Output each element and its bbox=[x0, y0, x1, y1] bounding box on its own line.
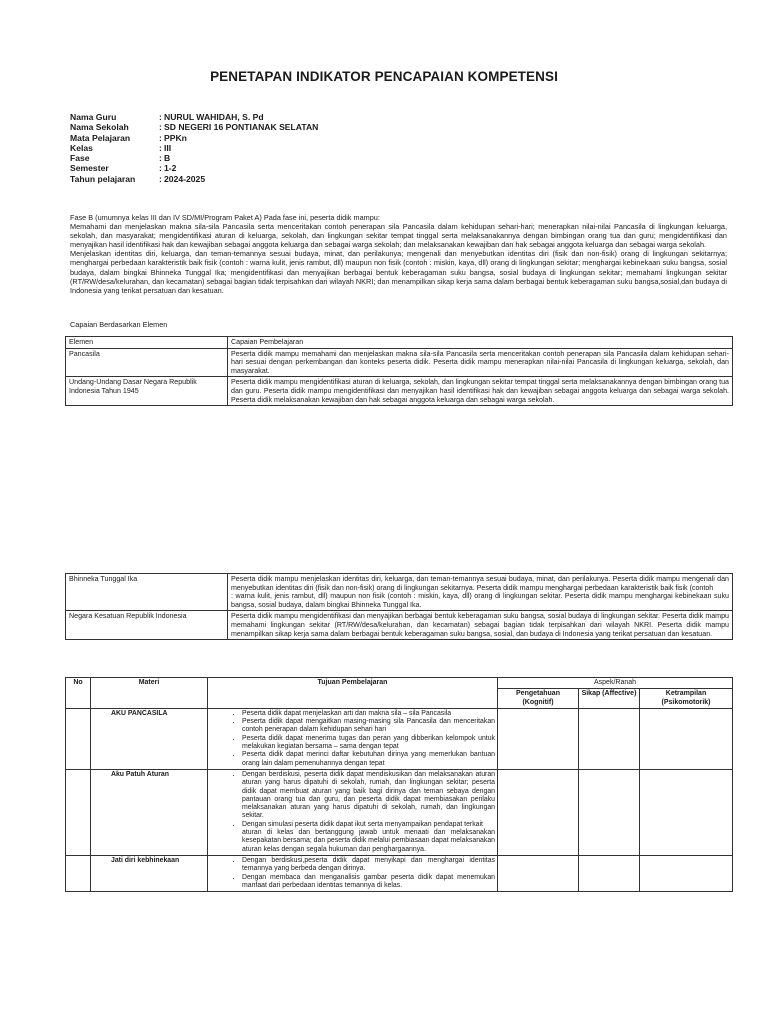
page-title: PENETAPAN INDIKATOR PENCAPAIAN KOMPETENSI bbox=[210, 69, 558, 84]
no-cell bbox=[66, 708, 91, 769]
list-item: • Dengan membaca dan menganalisis gambar peserta didik dapat menemukan manfaat dari perbedaan identitas temannya di kelas. bbox=[242, 874, 495, 891]
list-item: • Peserta didik dapat menerima tugas dan peran yang dibberikan kelompok untuk melakukan kegiatan bersama – sama dengan tepat bbox=[242, 735, 495, 752]
info-row: Nama Guru : NURUL WAHIDAH, S. Pd bbox=[70, 112, 264, 122]
list-item: • Peserta didik dapat mengaitkan masing-masing sila Pancasila dan menceritakan contoh penerapan dalam kehidupan sehari hari bbox=[242, 718, 495, 735]
tujuan-cell bbox=[208, 708, 498, 769]
elemen-cell: Negara Kesatuan Republik Indonesia bbox=[66, 611, 228, 640]
info-label: Nama Sekolah bbox=[70, 122, 129, 133]
materi-cell: Aku Patuh Aturan bbox=[91, 769, 208, 855]
info-label: Semester bbox=[70, 163, 109, 174]
info-row: Nama Sekolah : SD NEGERI 16 PONTIANAK SELATAN bbox=[70, 122, 319, 133]
header-capaian: Capaian Pembelajaran bbox=[228, 337, 733, 349]
info-label: Fase bbox=[70, 153, 90, 164]
sikap-cell bbox=[579, 855, 640, 891]
header-elemen: Elemen bbox=[66, 337, 228, 349]
header-no: No bbox=[66, 678, 91, 709]
capaian-text: Peserta didik mampu menjelaskan identitas diri, keluarga, dan teman-temannya sesuai budaya, minat, dan perilakunya. Peserta didik mampu mengenali dan menyebutkan identitas diri (fisik dan non-fisik) orang di lingkungan sekitarnya. Peserta didik mampu menghargai perbedaan karakteristik baik fisik (contoh bbox=[231, 575, 729, 592]
info-label: Nama Guru bbox=[70, 112, 117, 122]
capaian-table bbox=[65, 336, 733, 406]
tujuan-list bbox=[210, 857, 495, 890]
info-row: Mata Pelajaran : PPKn bbox=[70, 132, 187, 143]
elemen-cell: Undang-Undang Dasar Negara Republik Indonesia Tahun 1945 bbox=[66, 377, 228, 406]
capaian-cell bbox=[228, 574, 733, 611]
capaian-cell: Peserta didik mampu memahami dan menjelaskan makna sila-sila Pancasila serta menceritakan contoh penerapan sila Pancasila dalam kehidupan sehari-hari sesuai dengan perkembangan dan konteks peserta didik. Peserta didik mampu menerapkan nilai-nilai Pancasila di lingkungan keluarga, sekolah, dan masyarakat. bbox=[228, 348, 733, 377]
intro-paragraph: Menjelaskan identitas diri, keluarga, dan teman-temannya sesuai budaya, minat, dan perilakunya; mengenali dan menyebutkan identitas diri (fisik dan non-fisik) orang di lingkungan sekitarnya; menghargai perbedaan karakteristik baik fisik (contoh : warna kulit, jenis rambut, dll) maupun non fisik (contoh : miskin, kaya, dll) orang di lingkungan sekitar; menghargai kebinekaan suku bangsa, sosial budaya, dalam bingkai Bhinneka Tunggal Ika; mengidentifikasi dan menyajikan berbagai bentuk keberagaman suku bangsa, sosial budaya di lingkungan sekitar; memahami lingkungan sekitar (RT/RW/desa/kelurahan, dan kecamatan) sebagai bagian tidak terpisahkan dari wilayah NKRI; dan menampilkan sikap kerja sama dalam berbagai bentuk keberagaman suku bangsa,sosial,dan budaya di Indonesia yang terikat persatuan dan kesatuan. bbox=[70, 249, 727, 295]
intro-paragraph: Memahami dan menjelaskan makna sila-sila Pancasila serta menceritakan contoh penerapan sila Pancasila dalam kehidupan sehari-hari; menerapkan nilai-nilai Pancasila di lingkungan keluarga, sekolah, dan masyarakat; mengidentifikasi aturan di keluarga, sekolah, dan lingkungan sekitar tempat tinggal serta melaksanakannya dengan bimbingan orang tua dan guru; mengidentifikasi dan menyajikan hasil identifikasi hak dan kewajiban sebagai anggota keluarga dan sebagai warga sekolah; dan melaksanakan kewajiban dan hak sebagai anggota keluarga dan sebagai warga sekolah. bbox=[70, 222, 727, 250]
list-item: aturan di kelas dan bertanggung jawab untuk menaati dan melaksanakan kesepakatan bersama; dan peserta didik melalui pembiasaan dapat melaksanakan aturan kelas dengan segala hukuman dan penghargaannya. bbox=[242, 829, 495, 853]
table-row bbox=[66, 348, 733, 377]
pengetahuan-cell bbox=[498, 855, 579, 891]
sikap-cell bbox=[579, 769, 640, 855]
sikap-cell bbox=[579, 708, 640, 769]
list-item: • Peserta didik dapat merinci daftar kebutuhan dirinya yang memerlukan bantuan orang lain dalam pemenuhannya dengan tepat bbox=[242, 751, 495, 768]
tujuan-cell bbox=[208, 769, 498, 855]
info-value: B bbox=[164, 153, 171, 164]
header-sikap: Sikap (Affective) bbox=[579, 689, 640, 709]
info-value: 2024-2025 bbox=[164, 173, 206, 184]
header-pengetahuan: Pengetahuan (Kognitif) bbox=[498, 689, 579, 709]
elemen-cell: Bhinneka Tunggal Ika bbox=[66, 574, 228, 611]
info-row: Kelas : III bbox=[70, 142, 172, 153]
list-item: • Peserta didik dapat menjelaskan arti dan makna sila – sila Pancasila bbox=[242, 710, 495, 718]
info-label: Kelas bbox=[70, 142, 93, 153]
capaian-cell: Peserta didik mampu mengidentifikasi aturan di keluarga, sekolah, dan lingkungan sekitar tempat tinggal serta melaksanakannya dengan bimbingan orang tua dan guru. Peserta didik mampu mengidentifikasi dan menyajikan hasil identifikasi hak dan kewajiban sebagai anggota keluarga dan sebagai warga sekolah. Peserta didik melaksanakan kewajiban dan hak sebagai anggota keluarga dan sebagai warga sekolah. bbox=[228, 377, 733, 406]
table-row bbox=[66, 574, 733, 611]
elemen-cell: Pancasila bbox=[66, 348, 228, 377]
list-item: • Dengan simulasi peserta didik dapat ikut serta menyampaikan pendapat terkait bbox=[242, 821, 495, 829]
info-row: Semester : 1-2 bbox=[70, 163, 177, 174]
tujuan-list bbox=[210, 771, 495, 854]
table-row bbox=[66, 377, 733, 406]
no-cell bbox=[66, 855, 91, 891]
intro-paragraph: Fase B (umumnya kelas III dan IV SD/MI/Program Paket A) Pada fase ini, peserta didik mampu: bbox=[70, 213, 380, 222]
materi-cell: AKU PANCASILA bbox=[91, 708, 208, 769]
info-value: NURUL WAHIDAH, S. Pd bbox=[164, 112, 264, 122]
table-header-row bbox=[66, 678, 733, 689]
header-keterampilan: Ketrampilan (Psikomotorik) bbox=[640, 689, 733, 709]
table-header-row bbox=[66, 337, 733, 349]
info-row: Fase : B bbox=[70, 153, 171, 164]
capaian-table-continued bbox=[65, 573, 733, 640]
info-value: 1-2 bbox=[164, 163, 177, 174]
no-cell bbox=[66, 769, 91, 855]
info-value: SD NEGERI 16 PONTIANAK SELATAN bbox=[164, 122, 319, 133]
tujuan-cell bbox=[208, 855, 498, 891]
capaian-text: : warna kulit, jenis rambut, dll) maupun non fisik (contoh : miskin, kaya, dll) orang di lingkungan sekitar. Peserta didik mampu menghargai kebinekaan suku bangsa, sosial budaya, dalam bingkai Bhinneka Tunggal Ika. bbox=[231, 592, 729, 609]
info-row: Tahun pelajaran : 2024-2025 bbox=[70, 173, 206, 184]
keterampilan-cell bbox=[640, 769, 733, 855]
keterampilan-cell bbox=[640, 708, 733, 769]
info-value: PPKn bbox=[164, 132, 187, 143]
table-row bbox=[66, 611, 733, 640]
list-item: • Dengan berdiskusi,peserta didik dapat menyikapi dan menghargai identitas temannya yang berbeda dengan dirinya. bbox=[242, 857, 495, 874]
materi-cell: Jati diri kebhinekaan bbox=[91, 855, 208, 891]
tujuan-pembelajaran-table bbox=[65, 677, 733, 892]
section-heading: Capaian Berdasarkan Elemen bbox=[70, 320, 168, 329]
teacher-info bbox=[70, 112, 318, 184]
table-row bbox=[66, 708, 733, 769]
tujuan-list bbox=[210, 710, 495, 768]
list-item: • Dengan berdiskusi, peserta didik dapat mendiskusikan dan melaksanakan aturan aturan yang harus dipatuhi di sekolah, rumah, dan lingkungan sekitar; peserta didik dapat membuat aturan yang baik bagi dirinya dan teman sebaya dengan pantauan orang tua dan guru, dan peserta didik dapat membiasakan perilaku melaksanakan aturan yang harus dipatuhi di sekolah, rumah, dan lingkungan sekitar. bbox=[242, 771, 495, 821]
table-row bbox=[66, 769, 733, 855]
phase-description bbox=[70, 213, 727, 295]
pengetahuan-cell bbox=[498, 708, 579, 769]
header-aspek: Aspek/Ranah bbox=[498, 678, 733, 689]
header-tujuan: Tujuan Pembelajaran bbox=[208, 678, 498, 709]
table-row bbox=[66, 855, 733, 891]
header-materi: Materi bbox=[91, 678, 208, 709]
keterampilan-cell bbox=[640, 855, 733, 891]
info-label: Tahun pelajaran bbox=[70, 173, 136, 184]
info-label: Mata Pelajaran bbox=[70, 132, 131, 143]
info-value: III bbox=[164, 142, 172, 153]
capaian-cell: Peserta didik mampu mengidentifikasi dan menyajikan berbagai bentuk keberagaman suku bangsa, sosial budaya di lingkungan sekitar. Peserta didik mampu memahami lingkungan sekitar (RT/RW/desa/kelurahan, dan kecamatan) sebagai bagian tidak terpisahkan dari wilayah NKRI. Peserta didik mampu menampilkan sikap kerja sama dalam berbagai bentuk keberagaman suku bangsa, sosial, dan budaya di Indonesia yang terikat persatuan dan kesatuan. bbox=[228, 611, 733, 640]
pengetahuan-cell bbox=[498, 769, 579, 855]
